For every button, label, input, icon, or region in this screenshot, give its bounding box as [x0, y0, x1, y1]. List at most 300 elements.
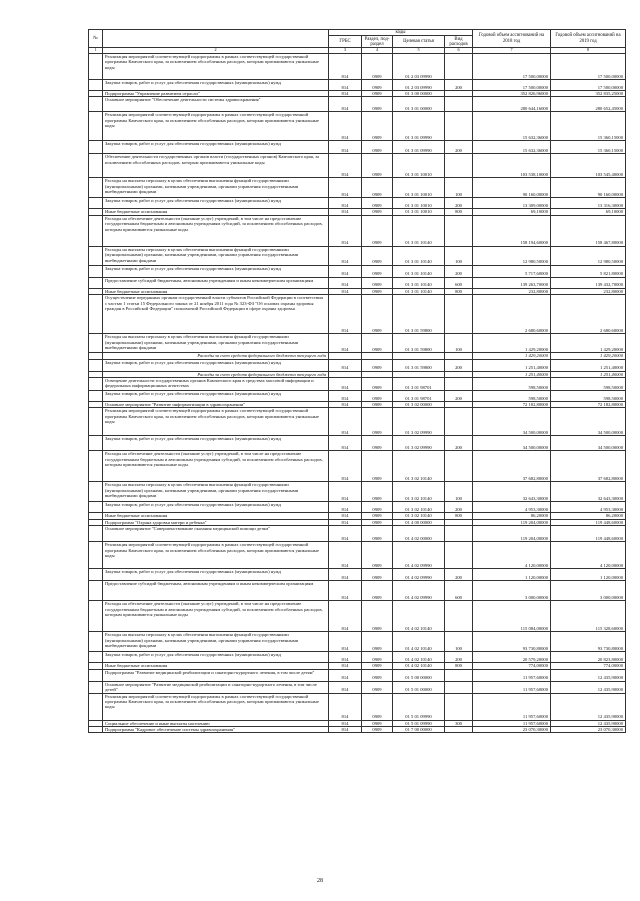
row-grbs: 814 — [329, 569, 362, 581]
row-section: 0909 — [362, 198, 393, 209]
row-grbs: 814 — [329, 542, 362, 569]
row-section: 0909 — [362, 54, 393, 80]
table-row — [89, 601, 626, 632]
row-amount-2018: 69,10000 — [473, 209, 551, 215]
row-amount-2019: 12 435,90000 — [551, 669, 626, 681]
row-target-article: 01 4 02 10140 — [393, 601, 445, 632]
row-section: 0909 — [362, 681, 393, 693]
row-amount-2018: 23 070,30000 — [473, 727, 551, 733]
row-amount-2018: 103 538,10000 — [473, 154, 551, 178]
row-name: Социальное обеспечение и иные выплаты населению — [103, 720, 329, 726]
row-target-article: 01 3 01 10010 — [393, 198, 445, 209]
row-amount-2018: 3 000,00000 — [473, 581, 551, 601]
row-amount-2018: 37 682,80000 — [473, 451, 551, 482]
row-amount-2019: 139 432,70000 — [551, 277, 626, 288]
row-amount-2019: 1 429,20000 — [551, 334, 626, 353]
column-number: 8 — [551, 48, 626, 54]
col-header-target: Целевая статья — [393, 36, 445, 48]
table-row — [89, 581, 626, 601]
row-name: Подпрограмма "Охрана здоровья матери и ребенка" — [103, 519, 329, 525]
row-name: Иные бюджетные ассигнования — [103, 209, 329, 215]
row-amount-2019: 13 316,30000 — [551, 198, 626, 209]
row-section: 0909 — [362, 519, 393, 525]
row-amount-2018: 1 429,20000 — [473, 353, 551, 359]
row-section: 0909 — [362, 601, 393, 632]
row-target-article: 01 3 01 10010 — [393, 209, 445, 215]
row-amount-2019: 12 435,90000 — [551, 693, 626, 720]
row-section: 0909 — [362, 246, 393, 265]
row-expense-type: 100 — [445, 334, 473, 353]
row-amount-2018: 12 980,50000 — [473, 246, 551, 265]
row-section: 0909 — [362, 80, 393, 91]
row-amount-2018: 20 579,20000 — [473, 652, 551, 663]
row-target-article: 01 3 01 10140 — [393, 265, 445, 277]
row-amount-2019: 15 360,15000 — [551, 112, 626, 141]
row-expense-type — [445, 295, 473, 334]
column-number: 5 — [393, 48, 445, 54]
row-name: Реализация мероприятий соответствующей подпрограммы в рамках соответствующей государственной программы Камчатского края, за исключением обособленных расходов, которым присваиваются уникальные коды — [103, 542, 329, 569]
row-expense-type: 300 — [445, 720, 473, 726]
row-number — [89, 542, 103, 569]
row-target-article: 01 3 02 10140 — [393, 451, 445, 482]
table-row — [89, 141, 626, 154]
row-amount-2018: 17 500,00000 — [473, 54, 551, 80]
row-expense-type — [445, 215, 473, 246]
row-number — [89, 391, 103, 402]
row-section: 0909 — [362, 112, 393, 141]
row-number — [89, 581, 103, 601]
row-name: Иные бюджетные ассигнования — [103, 513, 329, 519]
row-name: Расходы на выплаты персоналу в целях обеспечения выполнения функций государственными (муниципальными) органами, казенными учреждениями, органами управления государственными внебюджетными фондами — [103, 178, 329, 198]
row-target-article: 01 5 00 00000 — [393, 669, 445, 681]
table-row — [89, 727, 626, 733]
row-grbs: 814 — [329, 669, 362, 681]
row-grbs: 814 — [329, 391, 362, 402]
row-number — [89, 141, 103, 154]
row-amount-2018: 280 644,16000 — [473, 97, 551, 112]
row-target-article: 01 3 01 59800 — [393, 334, 445, 353]
row-amount-2018: 115 084,00000 — [473, 601, 551, 632]
table-row — [89, 97, 626, 112]
row-amount-2018: 11 957,60000 — [473, 681, 551, 693]
row-target-article: 01 4 02 09990 — [393, 542, 445, 569]
row-name: Закупка товаров, работ и услуг для обеспечения государственных (муниципальных) нужд — [103, 391, 329, 402]
table-row — [89, 80, 626, 91]
table-row — [89, 451, 626, 482]
row-name: Расходы за счет средств федерального бюджета текущего года — [103, 371, 329, 377]
row-expense-type — [445, 378, 473, 391]
row-target-article: 01 4 02 09990 — [393, 581, 445, 601]
row-section: 0909 — [362, 91, 393, 97]
row-expense-type — [445, 112, 473, 141]
row-name: Подпрограмма "Управление развитием отрасли" — [103, 91, 329, 97]
column-number: 7 — [473, 48, 551, 54]
row-section: 0909 — [362, 663, 393, 669]
row-expense-type: 200 — [445, 359, 473, 371]
row-target-article: 01 4 02 10140 — [393, 632, 445, 652]
row-name: Расходы на выплаты персоналу в целях обеспечения выполнения функций государственными (муниципальными) органами, казенными учреждениями, органами управления государственными внебюджетными фондами — [103, 482, 329, 502]
row-number — [89, 569, 103, 581]
col-header-vr: Вид расходов — [445, 36, 473, 48]
row-amount-2018: 119 204,00000 — [473, 526, 551, 542]
row-amount-2018: 13 309,00000 — [473, 198, 551, 209]
row-number — [89, 378, 103, 391]
row-name: Иные бюджетные ассигнования — [103, 663, 329, 669]
row-amount-2018: 15 632,36000 — [473, 112, 551, 141]
row-expense-type — [445, 408, 473, 436]
row-target-article: 01 5 01 09990 — [393, 720, 445, 726]
table-row — [89, 198, 626, 209]
row-grbs: 814 — [329, 295, 362, 334]
row-section: 0909 — [362, 391, 393, 402]
row-target-article: 01 4 02 10140 — [393, 663, 445, 669]
row-amount-2019: 23 070,30000 — [551, 727, 626, 733]
row-amount-2018: 1 251,40000 — [473, 359, 551, 371]
row-grbs: 814 — [329, 632, 362, 652]
row-grbs: 814 — [329, 141, 362, 154]
row-section: 0909 — [362, 277, 393, 288]
row-target-article: 01 3 02 10140 — [393, 482, 445, 502]
row-amount-2018: 598,50000 — [473, 391, 551, 402]
row-target-article: 01 3 01 00000 — [393, 97, 445, 112]
row-number — [89, 436, 103, 451]
table-row — [89, 215, 626, 246]
row-expense-type: 200 — [445, 391, 473, 402]
row-amount-2019: 119 448,60000 — [551, 526, 626, 542]
column-number: 6 — [445, 48, 473, 54]
row-expense-type — [445, 727, 473, 733]
row-name: Предоставление субсидий бюджетным, автономным учреждениям и иным некоммерческим организациям — [103, 581, 329, 601]
table-row — [89, 334, 626, 353]
row-grbs: 814 — [329, 513, 362, 519]
table-row — [89, 154, 626, 178]
row-name: Обеспечение деятельности государственных органов власти (государственных органов) Камчатского края, за исключением обособленных расходов, которым присваиваются уникальные коды — [103, 154, 329, 178]
row-target-article: 01 3 01 10010 — [393, 178, 445, 198]
table-row — [89, 632, 626, 652]
table-row — [89, 178, 626, 198]
row-name: Расходы на выплаты персоналу в целях обеспечения выполнения функций государственными (муниципальными) органами, казенными учреждениями, органами управления государственными внебюджетными фондами — [103, 632, 329, 652]
row-amount-2019: 280 652,45000 — [551, 97, 626, 112]
row-expense-type: 200 — [445, 436, 473, 451]
row-number — [89, 265, 103, 277]
row-amount-2019: 12 435,90000 — [551, 720, 626, 726]
row-grbs: 814 — [329, 288, 362, 294]
row-amount-2018: 4 953,30000 — [473, 502, 551, 513]
row-amount-2019: 34 500,00000 — [551, 408, 626, 436]
row-grbs: 814 — [329, 265, 362, 277]
budget-table — [88, 29, 626, 733]
row-number — [89, 154, 103, 178]
row-name: Закупка товаров, работ и услуг для обеспечения государственных (муниципальных) нужд — [103, 436, 329, 451]
row-section: 0909 — [362, 209, 393, 215]
row-amount-2018: 1 429,20000 — [473, 334, 551, 353]
row-amount-2018: 17 500,00000 — [473, 80, 551, 91]
row-amount-2018: 139 263,70000 — [473, 277, 551, 288]
row-number — [89, 277, 103, 288]
row-name: Подпрограмма "Кадровое обеспечение системы здравоохранения" — [103, 727, 329, 733]
row-amount-2018: 119 204,00000 — [473, 519, 551, 525]
row-name: Основное мероприятие "Развитие медицинской реабилитации и санаторно-курортного лечения, в том числе детей" — [103, 681, 329, 693]
row-grbs: 814 — [329, 334, 362, 353]
row-amount-2019: 72 182,80000 — [551, 402, 626, 408]
row-section: 0909 — [362, 334, 393, 353]
row-grbs: 814 — [329, 97, 362, 112]
table-row — [89, 112, 626, 141]
row-amount-2019: 1 251,40000 — [551, 359, 626, 371]
row-number — [89, 54, 103, 80]
row-name: Реализация мероприятий соответствующей подпрограммы в рамках соответствующей государственной программы Камчатского края, за исключением обособленных расходов, которым присваиваются уникальные коды — [103, 112, 329, 141]
row-number — [89, 526, 103, 542]
row-section: 0909 — [362, 581, 393, 601]
row-amount-2018: 5 717,60000 — [473, 265, 551, 277]
row-grbs: 814 — [329, 246, 362, 265]
col-header-2019: Годовой объем ассигнований на 2019 год — [551, 30, 626, 48]
row-amount-2019: 17 500,00000 — [551, 54, 626, 80]
row-grbs: 814 — [329, 502, 362, 513]
row-amount-2018: 90 160,00000 — [473, 178, 551, 198]
row-grbs: 814 — [329, 80, 362, 91]
row-number — [89, 246, 103, 265]
row-name: Подпрограмма "Развитие медицинской реабилитации и санаторно-курортного лечения, в том числе детям" — [103, 669, 329, 681]
row-amount-2018: 774,00000 — [473, 663, 551, 669]
row-section: 0909 — [362, 502, 393, 513]
row-name: Расходы на выплаты персоналу в целях обеспечения выполнения функций государственными (муниципальными) органами, казенными учреждениями, органами управления государственными внебюджетными фондами — [103, 246, 329, 265]
table-row — [89, 542, 626, 569]
row-expense-type: 200 — [445, 198, 473, 209]
row-expense-type: 100 — [445, 178, 473, 198]
row-grbs: 814 — [329, 178, 362, 198]
row-amount-2019: 3 000,00000 — [551, 581, 626, 601]
row-target-article: 01 3 01 10010 — [393, 154, 445, 178]
row-amount-2019: 2 680,60000 — [551, 295, 626, 334]
table-row — [89, 482, 626, 502]
row-amount-2018: 32 643,30000 — [473, 482, 551, 502]
row-expense-type — [445, 154, 473, 178]
row-number — [89, 359, 103, 371]
row-name: Реализация мероприятий соответствующей подпрограммы в рамках соответствующей государственной программы Камчатского края, за исключением обособленных расходов, которым присваиваются уникальные коды — [103, 408, 329, 436]
row-name: Расходы на обеспечение деятельности (оказание услуг) учреждений, в том числе на предоставление государственным бюджетным и автономным учреждениям субсидий, за исключением обособленных расходов, которым присваиваются уникальные коды — [103, 215, 329, 246]
row-expense-type: 200 — [445, 569, 473, 581]
table-row — [89, 391, 626, 402]
table-row — [89, 359, 626, 371]
row-amount-2019: 4 120,00000 — [551, 542, 626, 569]
row-target-article: 01 3 01 09990 — [393, 112, 445, 141]
table-row — [89, 246, 626, 265]
col-header-2018: Годовой объем ассигнований на 2018 год — [473, 30, 551, 48]
row-section: 0909 — [362, 215, 393, 246]
row-name: Закупка товаров, работ и услуг для обеспечения государственных (муниципальных) нужд — [103, 141, 329, 154]
row-expense-type: 800 — [445, 209, 473, 215]
row-target-article: 01 3 01 59800 — [393, 359, 445, 371]
row-expense-type: 800 — [445, 288, 473, 294]
row-grbs: 814 — [329, 198, 362, 209]
row-amount-2019: 103 545,40000 — [551, 154, 626, 178]
table-row — [89, 569, 626, 581]
row-amount-2019: 15 360,15000 — [551, 141, 626, 154]
row-amount-2018: 598,50000 — [473, 378, 551, 391]
row-amount-2019: 37 682,80000 — [551, 451, 626, 482]
row-target-article: 01 3 02 00000 — [393, 402, 445, 408]
row-name: Закупка товаров, работ и услуг для обеспечения государственных (муниципальных) нужд — [103, 502, 329, 513]
row-amount-2018: 1 251,40000 — [473, 371, 551, 377]
row-name: Основное мероприятие "Обеспечение деятельности системы здравоохранения" — [103, 97, 329, 112]
row-amount-2018: 86,20000 — [473, 513, 551, 519]
row-expense-type: 800 — [445, 513, 473, 519]
row-name: Закупка товаров, работ и услуг для обеспечения государственных (муниципальных) нужд — [103, 198, 329, 209]
table-row — [89, 277, 626, 288]
row-section: 0909 — [362, 652, 393, 663]
row-amount-2019: 12 435,90000 — [551, 681, 626, 693]
row-section: 0909 — [362, 378, 393, 391]
row-section: 0909 — [362, 513, 393, 519]
row-section: 0909 — [362, 482, 393, 502]
row-number — [89, 215, 103, 246]
row-amount-2019: 86,20000 — [551, 513, 626, 519]
row-amount-2019: 5 821,80000 — [551, 265, 626, 277]
row-grbs: 814 — [329, 601, 362, 632]
col-header-codes: коды — [329, 30, 473, 36]
row-amount-2018: 158 194,60000 — [473, 215, 551, 246]
row-target-article: 01 2 03 09990 — [393, 80, 445, 91]
row-name: Расходы за счет средств федерального бюджета текущего года — [103, 353, 329, 359]
row-expense-type: 200 — [445, 502, 473, 513]
row-amount-2019: 232,80000 — [551, 288, 626, 294]
table-row — [89, 669, 626, 681]
row-amount-2019: 17 500,00000 — [551, 80, 626, 91]
table-row — [89, 378, 626, 391]
row-grbs: 814 — [329, 451, 362, 482]
row-target-article: 01 7 00 00000 — [393, 727, 445, 733]
row-grbs: 814 — [329, 154, 362, 178]
row-amount-2019: 32 643,30000 — [551, 482, 626, 502]
row-target-article: 01 3 01 10140 — [393, 215, 445, 246]
row-amount-2019: 90 160,00000 — [551, 178, 626, 198]
row-section: 0909 — [362, 295, 393, 334]
row-section: 0909 — [362, 727, 393, 733]
row-expense-type — [445, 54, 473, 80]
row-name: Расходы на выплаты персоналу в целях обеспечения выполнения функций государственными (муниципальными) органами, казенными учреждениями, органами управления государственными внебюджетными фондами — [103, 334, 329, 353]
table-row — [89, 526, 626, 542]
budget-table-sheet — [88, 29, 625, 733]
row-amount-2019: 598,50000 — [551, 378, 626, 391]
row-amount-2019: 1 120,00000 — [551, 569, 626, 581]
table-row — [89, 681, 626, 693]
row-expense-type: 100 — [445, 632, 473, 652]
row-grbs: 814 — [329, 482, 362, 502]
row-name: Предоставление субсидий бюджетным, автономным учреждениям и иным некоммерческим организациям — [103, 277, 329, 288]
row-number — [89, 451, 103, 482]
column-number: 1 — [89, 48, 103, 54]
row-section: 0909 — [362, 402, 393, 408]
row-amount-2019: 1 251,40000 — [551, 371, 626, 377]
row-grbs: 814 — [329, 54, 362, 80]
table-row — [89, 652, 626, 663]
row-number — [89, 693, 103, 720]
row-amount-2019: 158 467,80000 — [551, 215, 626, 246]
row-amount-2018: 11 957,60000 — [473, 669, 551, 681]
table-body — [89, 54, 626, 733]
column-number: 2 — [103, 48, 329, 54]
row-target-article: 01 3 02 10140 — [393, 513, 445, 519]
row-section: 0909 — [362, 542, 393, 569]
table-row — [89, 408, 626, 436]
row-grbs: 814 — [329, 652, 362, 663]
row-target-article: 01 4 00 00000 — [393, 519, 445, 525]
row-name: Освещение деятельности государственных органов Камчатского края в средствах массовой информации и федеральных информационных агентствах — [103, 378, 329, 391]
row-amount-2019: 12 980,50000 — [551, 246, 626, 265]
row-number — [89, 408, 103, 436]
column-number: 4 — [362, 48, 393, 54]
row-grbs: 814 — [329, 436, 362, 451]
row-expense-type: 800 — [445, 663, 473, 669]
table-row — [89, 502, 626, 513]
row-amount-2018: 72 182,80000 — [473, 402, 551, 408]
column-number: 3 — [329, 48, 362, 54]
row-section: 0909 — [362, 408, 393, 436]
row-target-article: 01 3 01 98701 — [393, 391, 445, 402]
col-header-name — [103, 30, 329, 48]
row-grbs: 814 — [329, 519, 362, 525]
row-name: Закупка товаров, работ и услуг для обеспечения государственных (муниципальных) нужд — [103, 569, 329, 581]
row-amount-2018: 93 730,80000 — [473, 632, 551, 652]
row-amount-2018: 34 500,00000 — [473, 408, 551, 436]
row-number — [89, 112, 103, 141]
row-name: Иные бюджетные ассигнования — [103, 288, 329, 294]
row-name: Закупка товаров, работ и услуг для обеспечения государственных (муниципальных) нужд — [103, 265, 329, 277]
page-number: 28 — [317, 878, 323, 884]
row-grbs: 814 — [329, 526, 362, 542]
row-expense-type — [445, 542, 473, 569]
row-target-article: 01 4 02 00000 — [393, 526, 445, 542]
row-number — [89, 482, 103, 502]
row-number — [89, 97, 103, 112]
table-row — [89, 265, 626, 277]
row-amount-2018: 34 500,00000 — [473, 436, 551, 451]
row-grbs: 814 — [329, 727, 362, 733]
table-row — [89, 693, 626, 720]
row-grbs: 814 — [329, 408, 362, 436]
row-target-article: 01 5 01 09990 — [393, 693, 445, 720]
row-target-article: 01 5 01 00000 — [393, 681, 445, 693]
row-number — [89, 80, 103, 91]
row-expense-type — [445, 681, 473, 693]
row-number — [89, 178, 103, 198]
row-target-article: 01 3 01 09990 — [393, 141, 445, 154]
row-amount-2019: 1 429,20000 — [551, 353, 626, 359]
row-target-article: 01 3 01 98701 — [393, 378, 445, 391]
row-number — [89, 198, 103, 209]
row-grbs: 814 — [329, 215, 362, 246]
row-section: 0909 — [362, 693, 393, 720]
row-amount-2018: 4 120,00000 — [473, 542, 551, 569]
row-name: Реализация мероприятий соответствующей подпрограммы в рамках соответствующей государственной программы Камчатского края, за исключением обособленных расходов, которым присваиваются уникальные коды — [103, 54, 329, 80]
table-row — [89, 295, 626, 334]
row-section: 0909 — [362, 436, 393, 451]
row-target-article: 01 3 02 10140 — [393, 502, 445, 513]
row-target-article: 01 2 03 09990 — [393, 54, 445, 80]
row-grbs: 814 — [329, 720, 362, 726]
row-section: 0909 — [362, 288, 393, 294]
row-amount-2018: 2 680,60000 — [473, 295, 551, 334]
row-expense-type: 600 — [445, 581, 473, 601]
row-expense-type — [445, 601, 473, 632]
col-header-number: № — [89, 30, 103, 48]
row-name: Расходы на обеспечение деятельности (оказание услуг) учреждений, в том числе на предоставление государственным бюджетным и автономным учреждениям субсидий, за исключением обособленных расходов, которым присваиваются уникальные коды — [103, 451, 329, 482]
row-amount-2018: 11 957,60000 — [473, 693, 551, 720]
row-name: Реализация мероприятий соответствующей подпрограммы в рамках соответствующей государственной программы Камчатского края, за исключением обособленных расходов, которым присваиваются уникальные коды — [103, 693, 329, 720]
row-name: Закупка товаров, работ и услуг для обеспечения государственных (муниципальных) нужд — [103, 80, 329, 91]
row-name: Закупка товаров, работ и услуг для обеспечения государственных (муниципальных) нужд — [103, 652, 329, 663]
